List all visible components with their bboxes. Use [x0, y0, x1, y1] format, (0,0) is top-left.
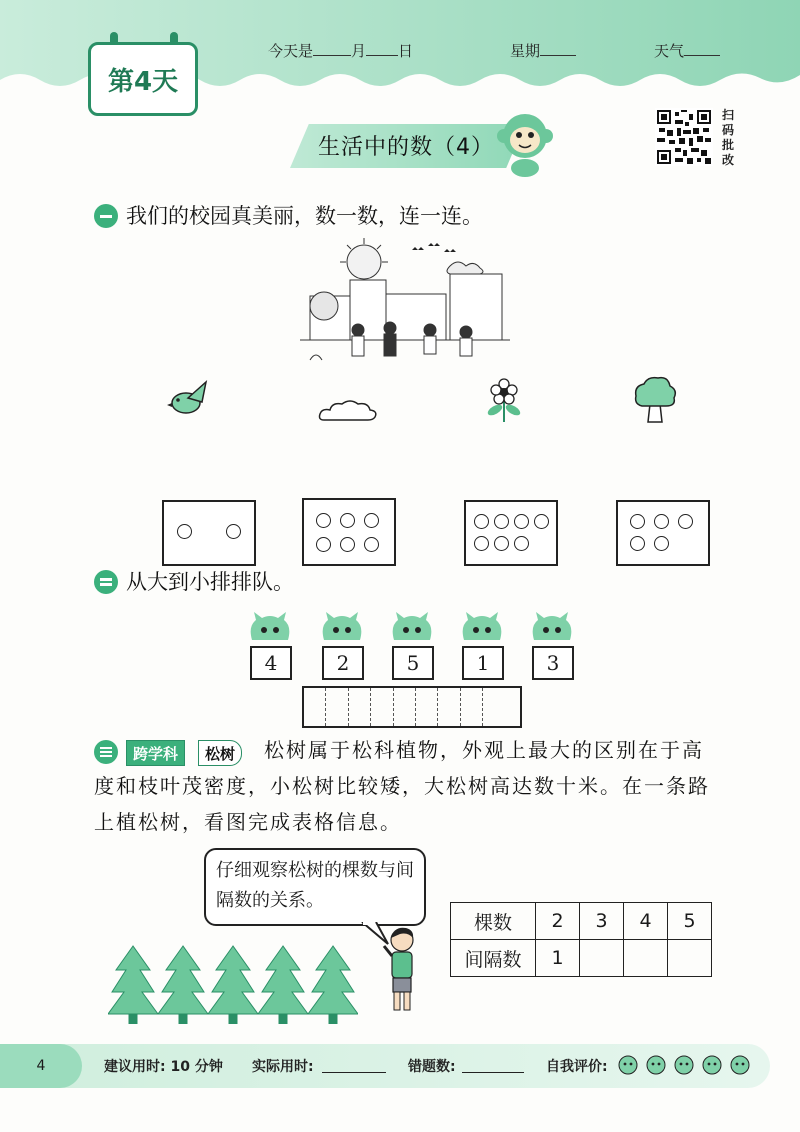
answer-cell[interactable] [668, 940, 712, 977]
answer-cell[interactable] [438, 688, 460, 726]
number-card [458, 610, 506, 675]
dot [316, 537, 331, 552]
dot [534, 514, 549, 529]
answer-cell[interactable] [580, 940, 624, 977]
errors-blank[interactable] [462, 1072, 524, 1073]
weather-blank[interactable] [684, 55, 720, 56]
qr-code-icon[interactable] [655, 108, 713, 166]
answer-cell[interactable] [394, 688, 416, 726]
rating-face-icon[interactable] [728, 1052, 752, 1076]
answer-cell[interactable] [483, 688, 520, 726]
dot-box-6[interactable] [302, 498, 396, 566]
campus-scene-illustration [300, 236, 510, 374]
answer-cell[interactable] [624, 940, 668, 977]
weekday-label: 星期 [510, 42, 541, 60]
dot [364, 537, 379, 552]
section-1-marker [94, 204, 118, 228]
dot [630, 536, 645, 551]
table-cell: 1 [536, 940, 580, 977]
weather-label: 天气 [654, 42, 685, 60]
answer-sign-cell[interactable] [326, 688, 348, 726]
pine-tree-icon [108, 946, 158, 1024]
actual-time-label: 实际用时: [252, 1059, 314, 1075]
dragon-icon [388, 610, 436, 646]
dot [474, 514, 489, 529]
dot [494, 514, 509, 529]
dragon-icon [458, 610, 506, 646]
dot [678, 514, 693, 529]
dot [514, 536, 529, 551]
dot [340, 537, 355, 552]
number-card [246, 610, 294, 675]
rating-face-icon[interactable] [644, 1052, 668, 1076]
section-2-title: 从大到小排排队。 [126, 570, 294, 594]
answer-grid[interactable] [302, 686, 522, 728]
day-label: 日 [398, 42, 414, 60]
number-card [388, 610, 436, 675]
pine-tree-icon [308, 946, 358, 1024]
speech-bubble: 仔细观察松树的棵数与间隔数的关系。 [204, 848, 426, 926]
number-box: 5 [392, 646, 434, 680]
rating-face-icon[interactable] [700, 1052, 724, 1076]
table-row [451, 940, 712, 977]
rating-face-icon[interactable] [616, 1052, 640, 1076]
answer-cell[interactable] [349, 688, 371, 726]
weather-line [654, 40, 720, 61]
date-line [268, 40, 413, 61]
number-box: 3 [532, 646, 574, 680]
dot-box-7[interactable] [464, 500, 558, 566]
dragon-icon [318, 610, 366, 646]
cross-subject-tag: 跨学科 [126, 740, 185, 766]
errors-label: 错题数: [408, 1059, 456, 1075]
date-prefix: 今天是 [268, 42, 314, 60]
answer-sign-cell[interactable] [371, 688, 393, 726]
pine-tree-icon [208, 946, 258, 1024]
pine-trees [108, 944, 358, 1024]
dot-box-2[interactable] [162, 500, 256, 566]
answer-cell[interactable] [304, 688, 326, 726]
number-card [528, 610, 576, 675]
number-box: 2 [322, 646, 364, 680]
self-eval-label: 自我评价: [546, 1059, 608, 1075]
page-title: 生活中的数（4） [318, 135, 494, 160]
scan-text: 扫码批改 [722, 108, 735, 167]
weekday-line [510, 40, 576, 61]
month-label: 月 [351, 42, 367, 60]
table-cell: 2 [536, 903, 580, 940]
day-badge: 第4天 [88, 42, 198, 116]
table-cell: 3 [580, 903, 624, 940]
pine-tree-icon [158, 946, 208, 1024]
dot [514, 514, 529, 529]
pine-tree-icon [258, 946, 308, 1024]
self-eval-rating[interactable] [616, 1052, 752, 1076]
dot [177, 524, 192, 539]
tree-icon [632, 374, 678, 424]
day-blank[interactable] [366, 55, 398, 56]
weekday-blank[interactable] [540, 55, 576, 56]
page-number: 4 [0, 1044, 82, 1088]
answer-sign-cell[interactable] [416, 688, 438, 726]
table-header: 间隔数 [451, 940, 536, 977]
number-box: 1 [462, 646, 504, 680]
section-3-paragraph: 松树属于松科植物，外观上最大的区别在于高度和枝叶茂密度，小松树比较矮，大松树高达数十米。在一条路上植松树，看图完成表格信息。 [94, 738, 710, 834]
table-cell: 4 [624, 903, 668, 940]
cloud-icon [318, 398, 378, 424]
dot [654, 514, 669, 529]
month-blank[interactable] [313, 55, 351, 56]
number-row [246, 610, 586, 674]
actual-time-blank[interactable] [322, 1072, 386, 1073]
dot [316, 513, 331, 528]
dragon-icon [528, 610, 576, 646]
number-box: 4 [250, 646, 292, 680]
section-2-marker [94, 570, 118, 594]
section-1-title: 我们的校园真美丽，数一数，连一连。 [126, 204, 483, 228]
flower-icon [484, 378, 524, 424]
dot [494, 536, 509, 551]
suggested-time: 建议用时: 10 分钟 [104, 1059, 223, 1075]
table-cell: 5 [668, 903, 712, 940]
topic-tag: 松树 [198, 740, 242, 766]
table-row [451, 903, 712, 940]
dot [654, 536, 669, 551]
dragon-icon [246, 610, 294, 646]
pine-tree-table [450, 902, 712, 977]
dot [364, 513, 379, 528]
monkey-mascot-icon [492, 108, 558, 178]
boy-illustration [380, 926, 424, 1016]
dot [474, 536, 489, 551]
table-header: 棵数 [451, 903, 536, 940]
dot [226, 524, 241, 539]
answer-sign-cell[interactable] [461, 688, 483, 726]
bird-icon [166, 378, 212, 420]
dot [630, 514, 645, 529]
dot [340, 513, 355, 528]
dot-box-5[interactable] [616, 500, 710, 566]
rating-face-icon[interactable] [672, 1052, 696, 1076]
number-card [318, 610, 366, 675]
